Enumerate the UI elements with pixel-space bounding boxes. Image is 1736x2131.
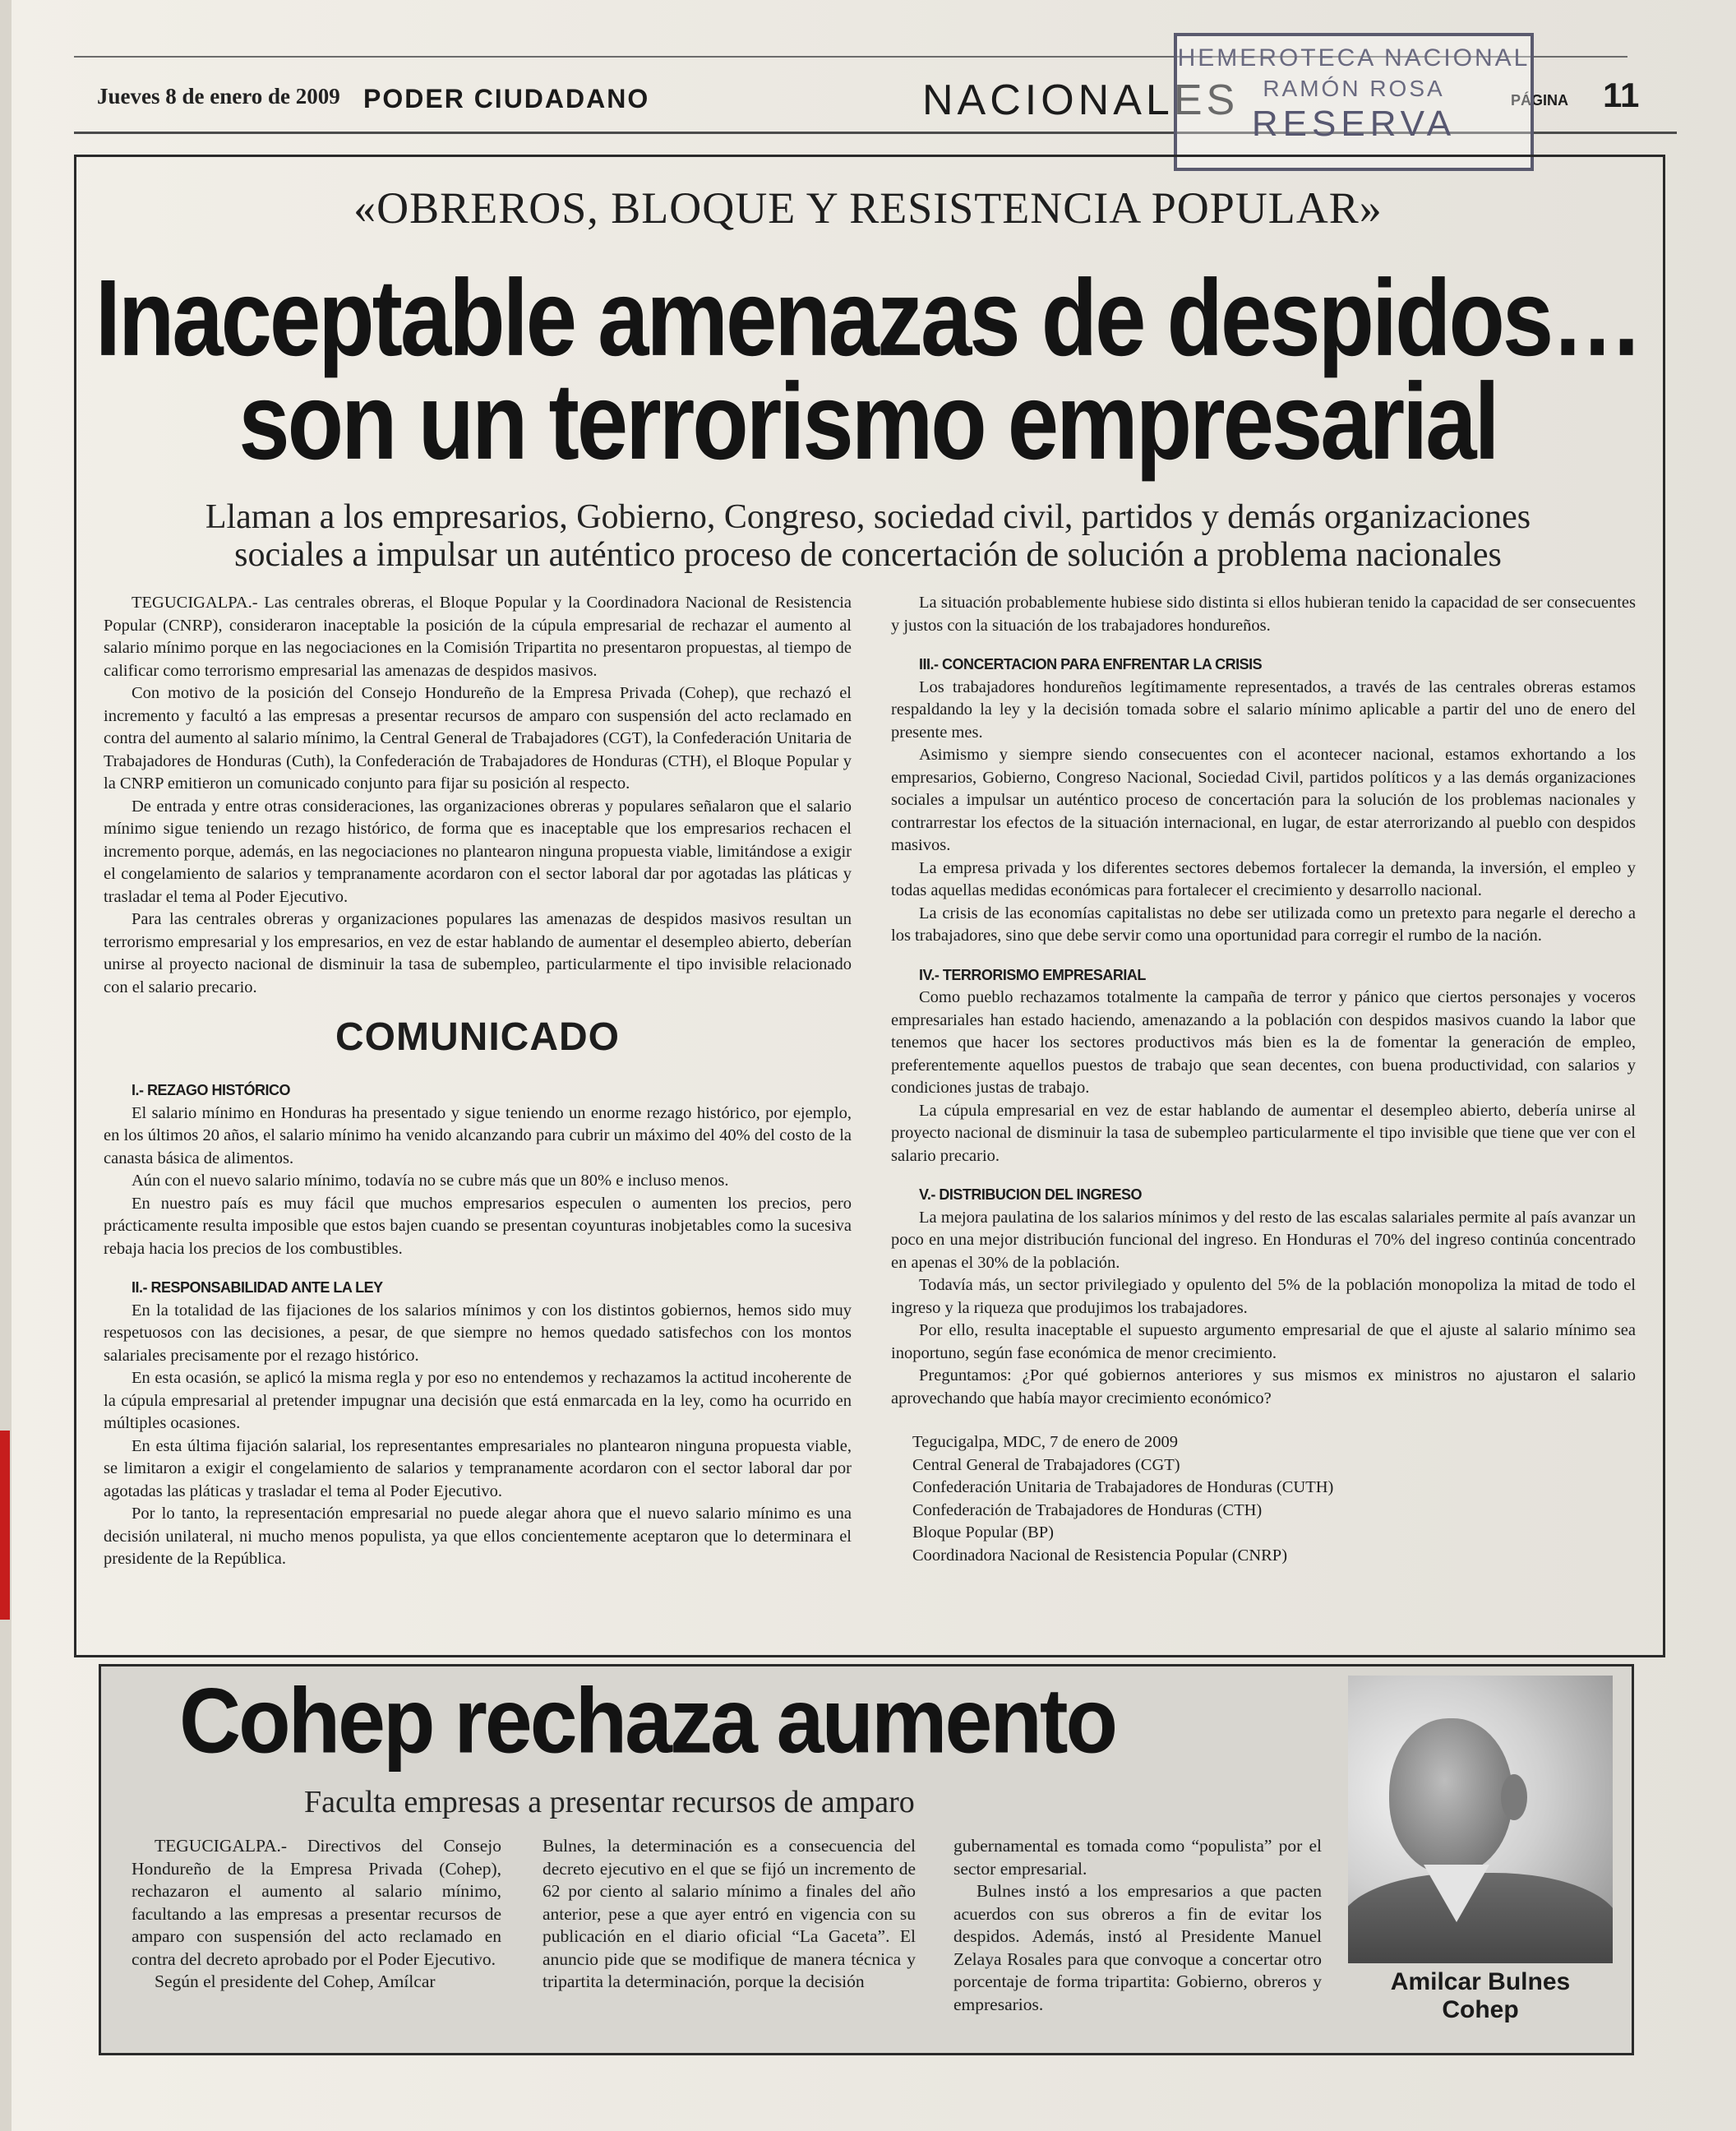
section-heading: II.- RESPONSABILIDAD ANTE LA LEY	[132, 1279, 383, 1296]
article-kicker: «OBREROS, BLOQUE Y RESISTENCIA POPULAR»	[353, 183, 1383, 233]
section-name: NACIONALES	[922, 76, 1240, 124]
paragraph: La empresa privada y los diferentes sectores debemos fortalecer la demanda, la inversión, el empleo y todas aquellas medidas económicas para fortalecer el crecimiento y desarrollo nacional.	[891, 858, 1636, 899]
signatory: Confederación Unitaria de Trabajadores de Honduras (CUTH)	[912, 1478, 1334, 1496]
archive-stamp	[1174, 33, 1534, 171]
paragraph: Como pueblo rechazamos totalmente la campaña de terror y pánico que ciertos personajes y voceros empresariales han estado haciendo, amenazando a la población con despidos masivos cuando la labor que tenemos que hacer los sectores productivos más bien es la de fomentar la generación de empleo, preferentemente aquellos puestos de trabajo que sean decentes, con buena productividad, con salarios y condiciones justas de trabajo.	[891, 988, 1636, 1097]
section-heading: IV.- TERRORISMO EMPRESARIAL	[919, 966, 1146, 983]
deck-line-2: sociales a impulsar un auténtico proceso de concertación de solución a problema nacionales	[234, 536, 1502, 574]
photo-caption-org: Cohep	[1442, 1996, 1519, 2023]
paragraph: TEGUCIGALPA.- Directivos del Consejo Hondureño de la Empresa Privada (Cohep), rechazaron el aumento al salario mínimo, facultando a las empresas a presentar recursos de amparo con suspensión del acto reclamado en contra del decreto aprobado por el Poder Ejecutivo.	[132, 1836, 501, 1969]
stamp-line-1: HEMEROTECA NACIONAL	[1177, 44, 1531, 72]
stamp-line-2: RAMÓN ROSA	[1263, 76, 1445, 101]
article-column-2	[891, 592, 1636, 1567]
paragraph: La cúpula empresarial en vez de estar hablando de aumentar el desempleo abierto, debería unirse al proyecto nacional de disminuir la tasa de subempleo particularmente el tipo invisible que tiene que ver con el salario precario.	[891, 1101, 1636, 1165]
paragraph: Para las centrales obreras y organizaciones populares las amenazas de despidos masivos resultan un terrorismo empresarial y los empresarios, en vez de estar hablando de aumentar el desempleo abierto, deberían unirse al proyecto nacional de disminuir la tasa de subempleo, particularmente el tipo invisible relacionado con el salario precario.	[104, 910, 852, 996]
comunicado-title: COMUNICADO	[335, 1015, 620, 1059]
page-label: PÁGINA	[1511, 92, 1569, 109]
sidebar-story-title: Cohep rechaza aumento	[179, 1670, 1116, 1773]
headline-line-1: Inaceptable amenazas de despidos…	[95, 257, 1641, 379]
paragraph: La situación probablemente hubiese sido distinta si ellos hubieran tenido la capacidad de ser consecuentes y justos con la situación de los trabajadores hondureños.	[891, 594, 1636, 635]
paragraph: Aún con el nuevo salario mínimo, todavía no se cubre más que un 80% e incluso menos.	[132, 1172, 729, 1190]
paragraph: La mejora paulatina de los salarios mínimos y del resto de las escalas salariales permite al país avanzar un poco en una mejor distribución funcional del ingreso. En Honduras el 70% del ingreso continúa concentrado en apenas el 30% de la población.	[891, 1208, 1636, 1272]
page-edge-marker	[0, 1431, 10, 1620]
paragraph: En nuestro país es muy fácil que muchos empresarios especulen o aumenten los precios, pero prácticamente resulta imposible que estos bajen cuando se presentan coyunturas inobjetables como la sucesiva rebaja hacia los precios de los combustibles.	[104, 1194, 852, 1258]
headline-line-2: son un terrorismo empresarial	[238, 360, 1498, 483]
paragraph: En la totalidad de las fijaciones de los salarios mínimos y con los distintos gobiernos, hemos sido muy respetuosos con las decisiones, a pesar, de que siempre no hemos quedado satisfechos con los montos salariales precisamente por el rezago histórico.	[104, 1301, 852, 1365]
deck-line-1: Llaman a los empresarios, Gobierno, Congreso, sociedad civil, partidos y demás organizaciones	[205, 498, 1531, 536]
article-column-1	[104, 592, 852, 1571]
paragraph: De entrada y entre otras consideraciones, las organizaciones obreras y populares señalaron que el salario mínimo sigue teniendo un rezago histórico, de forma que es inaceptable que los empresarios rechacen el incremento porque, además, en las negociaciones no plantearon ninguna propuesta viable, limitándose a exigir el congelamiento de salarios y tempranamente acordaron con el sector laboral dar por agotadas las pláticas y trasladar el tema al Poder Ejecutivo.	[104, 797, 852, 906]
signatory: Bloque Popular (BP)	[912, 1523, 1054, 1542]
sidebar-story-deck: Faculta empresas a presentar recursos de amparo	[304, 1785, 915, 1819]
signatory: Coordinadora Nacional de Resistencia Popular (CNRP)	[912, 1546, 1288, 1565]
paragraph: gubernamental es tomada como “populista” por el sector empresarial.	[953, 1836, 1322, 1879]
sidebar-column-2	[542, 1835, 916, 1994]
paragraph: Bulnes instó a los empresarios a que pacten acuerdos con sus obreros a fin de evitar los despidos. Además, instó al Presidente Manuel Zelaya Rosales para que convoque a concertar otro porcentaje de forma tripartita: Gobierno, obreros y empresarios.	[953, 1881, 1322, 2014]
signatory: Central General de Trabajadores (CGT)	[912, 1455, 1180, 1474]
publication-name: PODER CIUDADANO	[363, 84, 650, 113]
paragraph: Por lo tanto, la representación empresarial no puede alegar ahora que el nuevo salario mínimo es una decisión unilateral, ni mucho menos populista, ya que ellos concientemente aceptaron que lo determinara el presidente de la República.	[104, 1505, 852, 1568]
paragraph: La crisis de las economías capitalistas no debe ser utilizada como un pretexto para negarle el derecho a los trabajadores, sino que debe servir como una oportunidad para corregir el rumbo de la nación.	[891, 904, 1636, 945]
paragraph: Con motivo de la posición del Consejo Hondureño de la Empresa Privada (Cohep), que rechazó el incremento y facultó a las empresas a presentar recursos de amparo con suspensión del acto reclamado en contra del aumento al salario mínimo, la Central General de Trabajadores (CGT), la Confederación Unitaria de Trabajadores de Honduras (Cuth), la Confederación de Trabajadores de Honduras (CTH), el Bloque Popular y la CNRP emitieron un comunicado conjunto para fijar su posición al respecto.	[104, 684, 852, 793]
paragraph: Asimismo y siempre siendo consecuentes con el acontecer nacional, estamos exhortando a los empresarios, Gobierno, Congreso Nacional, Sociedad Civil, partidos políticos y a las demás organizaciones sociales a impulsar un auténtico proceso de concertación para la solución de los problemas nacionales y contrarrestar los efectos de la situación internacional, en lugar, de estar aterrorizando al pueblo con despidos masivos.	[891, 746, 1636, 854]
paragraph: En esta ocasión, se aplicó la misma regla y por eso no entendemos y rechazamos la actitud incoherente de la cúpula empresarial al pretender impugnar una decisión que está enmarcada en la ley, como ha ocurrido en múltiples ocasiones.	[104, 1369, 852, 1432]
photo-caption-name: Amilcar Bulnes	[1390, 1968, 1571, 1995]
paragraph: Preguntamos: ¿Por qué gobiernos anteriores y sus mismos ex ministros no ajustaron el salario aprovechando que había mayor crecimiento económico?	[891, 1366, 1636, 1408]
paragraph: TEGUCIGALPA.- Las centrales obreras, el Bloque Popular y la Coordinadora Nacional de Resistencia Popular (CNRP), consideraron inaceptable la posición de la cúpula empresarial de rechazar el aumento al salario mínimo porque en las negociaciones en la Comisión Tripartita no presentaron propuestas, al tiempo de calificar como terrorismo empresarial las amenazas de despidos masivos.	[104, 594, 852, 680]
paragraph: Por ello, resulta inaceptable el supuesto argumento empresarial de que el ajuste al salario mínimo sea inoportuno, según fase económica de menor crecimiento.	[891, 1321, 1636, 1362]
paragraph: Según el presidente del Cohep, Amílcar	[155, 1972, 436, 1991]
portrait-suit	[1348, 1873, 1613, 1963]
paragraph: En esta última fijación salarial, los representantes empresariales no plantearon ninguna propuesta viable, se limitaron a exigir el congelamiento de salarios y tempranamente acordaron con el sector laboral dar por agotadas las pláticas y trasladar el tema al Poder Ejecutivo.	[104, 1436, 852, 1500]
sidebar-column-3	[953, 1835, 1322, 2016]
signature-place: Tegucigalpa, MDC, 7 de enero de 2009	[912, 1433, 1179, 1451]
portrait-ear	[1501, 1774, 1527, 1820]
paragraph: Bulnes, la determinación es a consecuencia del decreto ejecutivo en el que se fijó un incremento de 62 por ciento al salario mínimo a finales del año anterior, pese a que ayer entró en vigencia con su publicación en el diario oficial “La Gaceta”. El anuncio pide que se modifique de manera técnica y tripartita la determinación, porque la decisión	[542, 1836, 916, 1991]
section-heading: III.- CONCERTACION PARA ENFRENTAR LA CRISIS	[919, 656, 1263, 673]
signatory: Confederación de Trabajadores de Honduras (CTH)	[912, 1500, 1263, 1519]
paragraph: Los trabajadores hondureños legítimamente representados, a través de las centrales obreras estamos respaldando la ley y la decisión tomada sobre el salario mínimo aplicable a partir del uno de enero del presente mes.	[891, 677, 1636, 742]
section-heading: V.- DISTRIBUCION DEL INGRESO	[919, 1186, 1143, 1203]
portrait-head	[1389, 1718, 1512, 1874]
stamp-line-3: RESERVA	[1251, 104, 1457, 144]
portrait-photo	[1348, 1676, 1613, 1963]
issue-date: Jueves 8 de enero de 2009	[97, 84, 340, 109]
page-number: 11	[1603, 76, 1640, 114]
paragraph: El salario mínimo en Honduras ha presentado y sigue teniendo un enorme rezago histórico, por ejemplo, en los últimos 20 años, el salario mínimo ha venido alcanzando para cubrir un máximo del 40% del costo de la canasta básica de alimentos.	[104, 1103, 852, 1167]
sidebar-column-1	[132, 1835, 501, 1994]
paragraph: Todavía más, un sector privilegiado y opulento del 5% de la población monopoliza la mitad de todo el ingreso y la riqueza que produjimos los trabajadores.	[891, 1276, 1636, 1317]
section-heading: I.- REZAGO HISTÓRICO	[132, 1082, 291, 1098]
